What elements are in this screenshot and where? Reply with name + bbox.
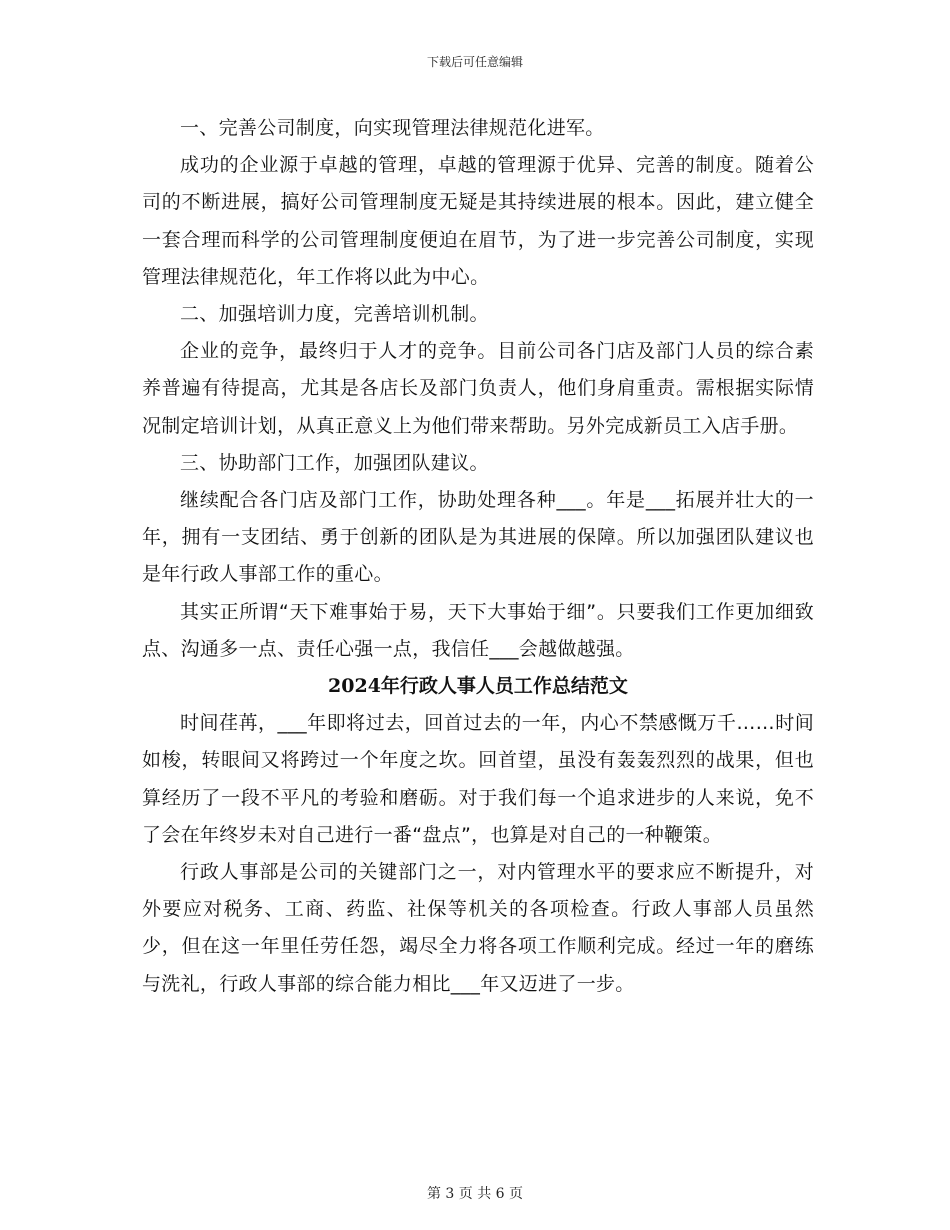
document-body <box>142 110 814 1003</box>
paragraph: 继续配合各门店及部门工作，协助处理各种___。年是___拓展并壮大的一年，拥有一支团结、勇于创新的团队是为其进展的保障。所以加强团队建议也是年行政人事部工作的重心。 <box>142 489 814 586</box>
page-number: 第 3 页 共 6 页 <box>426 1186 524 1202</box>
paragraph: 成功的企业源于卓越的管理，卓越的管理源于优异、完善的制度。随着公司的不断进展，搞好公司管理制度无疑是其持续进展的根本。因此，建立健全一套合理而科学的公司管理制度便迫在眉节，为了进一步完善公司制度，实现管理法律规范化，年工作将以此为中心。 <box>142 154 814 288</box>
paragraph: 其实正所谓“天下难事始于易，天下大事始于细”。只要我们工作更加细致点、沟通多一点、责任心强一点，我信任___会越做越强。 <box>142 600 814 660</box>
paragraph: 企业的竞争，最终归于人才的竞争。目前公司各门店及部门人员的综合素养普遍有待提高，尤其是各店长及部门负责人，他们身肩重责。需根据实际情况制定培训计划，从真正意义上为他们带来帮助。另外完成新员工入店手册。 <box>142 340 814 437</box>
page-header-note: 下载后可任意编辑 <box>426 55 523 69</box>
document-title: 2024年行政人事人员工作总结范文 <box>328 675 628 698</box>
section-heading-2: 二、加强培训力度，完善培训机制。 <box>180 303 489 326</box>
paragraph: 时间荏苒，___年即将过去，回首过去的一年，内心不禁感慨万千……时间如梭，转眼间又将跨过一个年度之坎。回首望，虽没有轰轰烈烈的战果，但也算经历了一段不平凡的考验和磨砺。对于我们每一个追求进步的人来说，免不了会在年终岁未对自己进行一番“盘点”，也算是对自己的一种鞭策。 <box>142 712 814 846</box>
paragraph: 行政人事部是公司的关键部门之一，对内管理水平的要求应不断提升，对外要应对税务、工商、药监、社保等机关的各项检查。行政人事部人员虽然少，但在这一年里任劳任怨，竭尽全力将各项工作顺利完成。经过一年的磨练与洗礼，行政人事部的综合能力相比___年又迈进了一步。 <box>142 861 814 995</box>
section-heading-3: 三、协助部门工作，加强团队建议。 <box>180 451 489 474</box>
section-heading-1: 一、完善公司制度，向实现管理法律规范化进军。 <box>180 117 605 139</box>
